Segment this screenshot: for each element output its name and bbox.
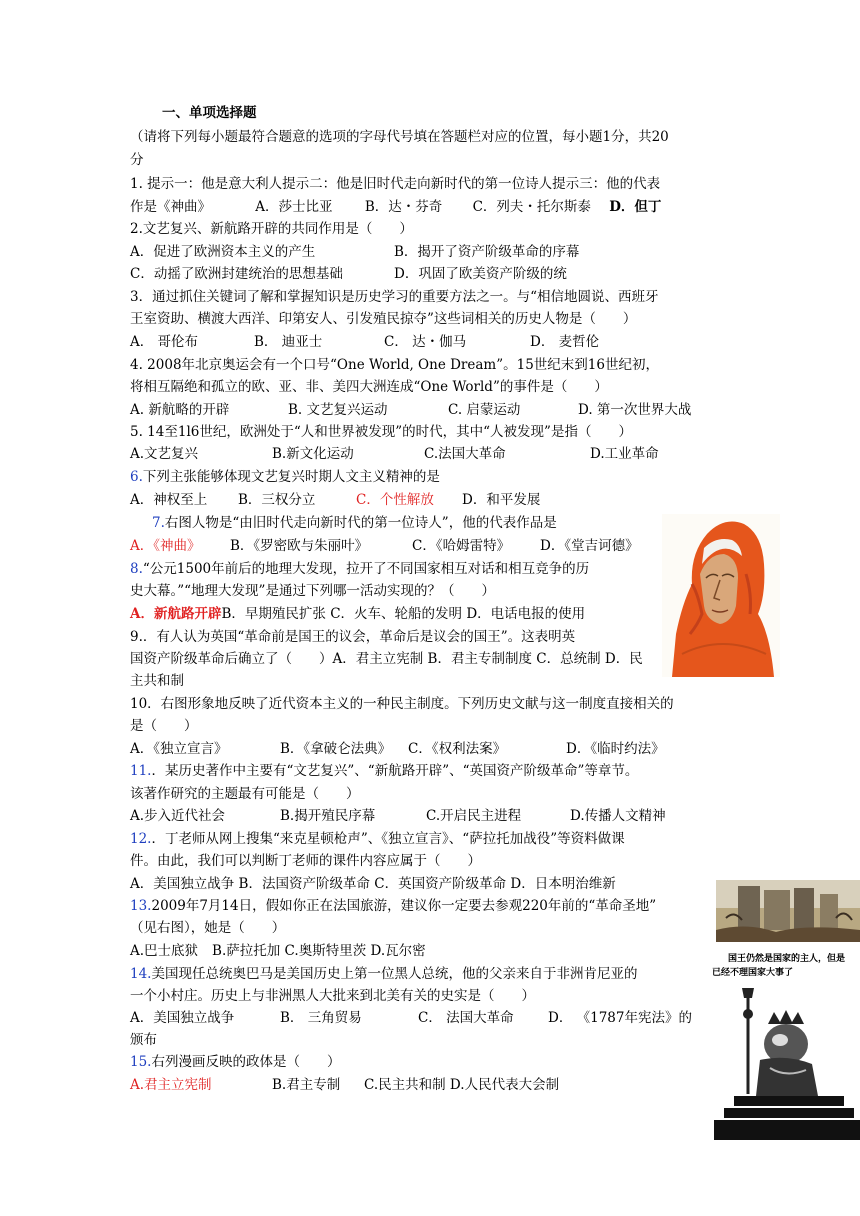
q3-stem-1: 3．通过抓住关键词了解和掌握知识是历史学习的重要方法之一。与“相信地圆说、西班牙 (130, 289, 659, 305)
q7-option-d: D．《堂吉诃德》 (540, 538, 639, 554)
q7-option-c: C．《哈姆雷特》 (412, 538, 511, 554)
q1-option-d: D．但丁 (609, 199, 662, 215)
q7-option-b: B．《罗密欧与朱丽叶》 (230, 538, 369, 554)
q5-option-a: A.文艺复兴 (130, 446, 199, 462)
bastille-image (716, 880, 860, 942)
q15-stem (130, 1052, 340, 1072)
q10-option-b: B．《拿破仑法典》 (280, 741, 392, 757)
q11-options (130, 806, 666, 826)
q14-stem-2: 一个小村庄。历史上与非洲黑人大批来到北美有关的史实是（ ） (130, 988, 535, 1004)
q6-options (130, 490, 541, 510)
q6-option-d: D．和平发展 (462, 492, 541, 508)
instructions-line1: （请将下列每小题最符合题意的选项的字母代号填在答题栏对应的位置，每小题1分，共20 (130, 129, 669, 145)
q11-stem-1 (130, 761, 638, 781)
q14-text: 美国现任总统奥巴马是美国历史上第一位黑人总统，他的父亲来自于非洲肯尼亚的 (151, 966, 638, 982)
q9-stem-1: 9.．有人认为英国“革命前是国王的议会，革命后是议会的国王”。这表明英 (130, 629, 576, 645)
q4-stem-1: 4. 2008年北京奥运会有一个口号“One World, One Dream”。15世纪末到16世纪初， (130, 357, 659, 373)
q6-stem (130, 467, 440, 487)
q12-options: A．美国独立战争 B．法国资产阶级革命 C．英国资产阶级革命 D．日本明治维新 (130, 876, 616, 892)
q2-option-a: A．促进了欧洲资本主义的产生 (130, 244, 316, 260)
q5-stem: 5. 14至1l6世纪，欧洲处于“人和世界被发现”的时代，其中“人被发现”是指（ ） (130, 424, 632, 440)
q14-stem-1 (130, 964, 637, 984)
q15-number: 15. (130, 1054, 152, 1070)
q1-option-c: C．列夫・托尔斯泰 (472, 199, 591, 215)
q5-options (130, 444, 659, 464)
q8-option-a: A．新航路开辟 (130, 606, 222, 622)
q11-option-c: C.开启民主进程 (426, 808, 522, 824)
q11-stem-2: 该著作研究的主题最有可能是（ ） (130, 786, 360, 802)
q2-option-d: D．巩固了欧美资产阶级的统 (394, 266, 567, 282)
q1-options (130, 197, 661, 217)
q9-stem-3: 主共和制 (130, 673, 184, 689)
q14-option-b: B． 三角贸易 (280, 1010, 362, 1026)
q13-stem-2: （见右图），她是（ ） (130, 920, 286, 936)
q4-options (130, 400, 692, 420)
q11-text: ．某历史著作中主要有“文艺复兴”、“新航路开辟”、“英国资产阶级革命”等章节。 (151, 763, 639, 779)
q1-option-b: B．达・芬奇 (364, 199, 443, 215)
q7-stem (152, 513, 557, 533)
q6-option-c: C．个性解放 (356, 492, 434, 508)
king-cartoon-image (714, 984, 860, 1140)
q13-options (130, 941, 426, 961)
q14-options-cont: 颁布 (130, 1032, 157, 1048)
q13-option-bcd: B.萨拉托加 C.奥斯特里茨 D.瓦尔密 (212, 943, 426, 959)
q3-option-d: D． 麦哲伦 (530, 334, 600, 350)
q11-option-d: D.传播人文精神 (570, 808, 666, 824)
q8-stem-2: 史大幕。”“地理大发现”是通过下列哪一活动实现的？（ ） (130, 583, 495, 599)
q7-options (130, 536, 639, 556)
q14-options (130, 1008, 692, 1028)
q8-options (130, 604, 585, 624)
q8-text: “公元1500年前后的地理大发现，拉开了不同国家相互对话和相互竞争的历 (142, 561, 590, 577)
q2-option-b: B．揭开了资产阶级革命的序幕 (394, 244, 580, 260)
q15-option-cd: C.民主共和制 D.人民代表大会制 (364, 1077, 560, 1093)
q5-option-b: B.新文化运动 (272, 446, 354, 462)
q13-number: 13. (130, 898, 152, 914)
q10-option-c: C．《权利法案》 (408, 741, 507, 757)
q10-stem-1: 10．右图形象地反映了近代资本主义的一种民主制度。下列历史文献与这一制度直接相关的 (130, 696, 674, 712)
q3-option-a: A． 哥伦布 (130, 334, 199, 350)
q13-text: 2009年7月14日，假如你正在法国旅游，建议你一定要去参观220年前的“革命圣地” (151, 898, 657, 914)
q7-text: 右图人物是“由旧时代走向新时代的第一位诗人”，他的代表作品是 (164, 515, 557, 531)
q4-option-c: C. 启蒙运动 (448, 402, 521, 418)
q4-option-b: B. 文艺复兴运动 (288, 402, 388, 418)
q9-stem-2: 国资产阶级革命后确立了（ ）A．君主立宪制 B．君主专制制度 C．总统制 D．民 (130, 651, 643, 667)
q2-options-cd (130, 264, 567, 284)
q2-stem: 2.文艺复兴、新航路开辟的共同作用是（ ） (130, 221, 413, 237)
q15-text: 右列漫画反映的政体是（ ） (151, 1054, 341, 1070)
q3-stem-2: 王室资助、横渡大西洋、印第安人、引发殖民掠夺”这些词相关的历史人物是（ ） (130, 311, 637, 327)
q11-number: 11. (130, 763, 152, 779)
q12-number: 12. (130, 831, 152, 847)
q10-stem-2: 是（ ） (130, 718, 198, 734)
q3-options (130, 332, 600, 352)
q8-number: 8. (130, 561, 143, 577)
q4-option-a: A. 新航略的开辟 (130, 402, 230, 418)
q13-option-a: A.巴士底狱 (130, 943, 199, 959)
q6-number: 6. (130, 469, 143, 485)
q12-stem-2: 件。由此，我们可以判断丁老师的课件内容应属于（ ） (130, 853, 481, 869)
q6-option-b: B．三权分立 (238, 492, 316, 508)
cartoon-caption (712, 952, 860, 980)
q10-option-a: A．《独立宣言》 (130, 741, 228, 757)
q4-option-d: D. 第一次世界大战 (578, 402, 692, 418)
q14-option-a: A．美国独立战争 (130, 1010, 235, 1026)
q1-stem: 1. 提示一：他是意大利人提示二：他是旧时代走向新时代的第一位诗人提示三：他的代表 (130, 176, 661, 192)
instructions-line2: 分 (130, 152, 144, 168)
q14-number: 14. (130, 966, 152, 982)
q1-option-a: A．莎士比亚 (255, 199, 333, 215)
q5-option-c: C.法国大革命 (424, 446, 506, 462)
q12-stem-1 (130, 829, 625, 849)
q15-option-a: A.君主立宪制 (130, 1077, 212, 1093)
q6-text: 下列主张能够体现文艺复兴时期人文主义精神的是 (142, 469, 440, 485)
q15-options (130, 1075, 560, 1095)
q12-text: ．丁老师从网上搜集“来克星顿枪声”、《独立宣言》、“萨拉托加战役”等资料做课 (151, 831, 625, 847)
q3-option-b: B． 迪亚士 (254, 334, 323, 350)
q13-stem-1 (130, 896, 656, 916)
q11-option-b: B.揭开殖民序幕 (280, 808, 376, 824)
q8-option-bcd: B．早期殖民扩张 C．火车、轮船的发明 D．电话电报的使用 (221, 606, 586, 622)
q6-option-a: A．神权至上 (130, 492, 208, 508)
q1-stem-cont: 作是《神曲》 (130, 199, 211, 215)
q7-option-a: A．《神曲》 (130, 538, 201, 554)
q10-option-d: D．《临时约法》 (566, 741, 665, 757)
section-title: 一、单项选择题 (162, 105, 257, 121)
dante-portrait-image (662, 514, 780, 677)
q5-option-d: D.工业革命 (590, 446, 659, 462)
q8-stem-1 (130, 559, 589, 579)
q4-stem-2: 将相互隔绝和孤立的欧、亚、非、美四大洲连成“One World”的事件是（ ） (130, 379, 608, 395)
q11-option-a: A.步入近代社会 (130, 808, 226, 824)
q2-options-ab (130, 242, 580, 262)
q15-option-b: B.君主专制 (272, 1077, 341, 1093)
q3-option-c: C． 达・伽马 (384, 334, 467, 350)
q14-option-d: D． 《1787年宪法》的 (548, 1010, 692, 1026)
q2-option-c: C．动摇了欧洲封建统治的思想基础 (130, 266, 343, 282)
q14-option-c: C． 法国大革命 (418, 1010, 514, 1026)
cartoon-caption-line2: 已经不理国家大事了 (712, 968, 794, 978)
cartoon-caption-line1: 国王仍然是国家的主人，但是 (728, 954, 846, 964)
q10-options (130, 739, 665, 759)
q7-number: 7. (152, 515, 165, 531)
